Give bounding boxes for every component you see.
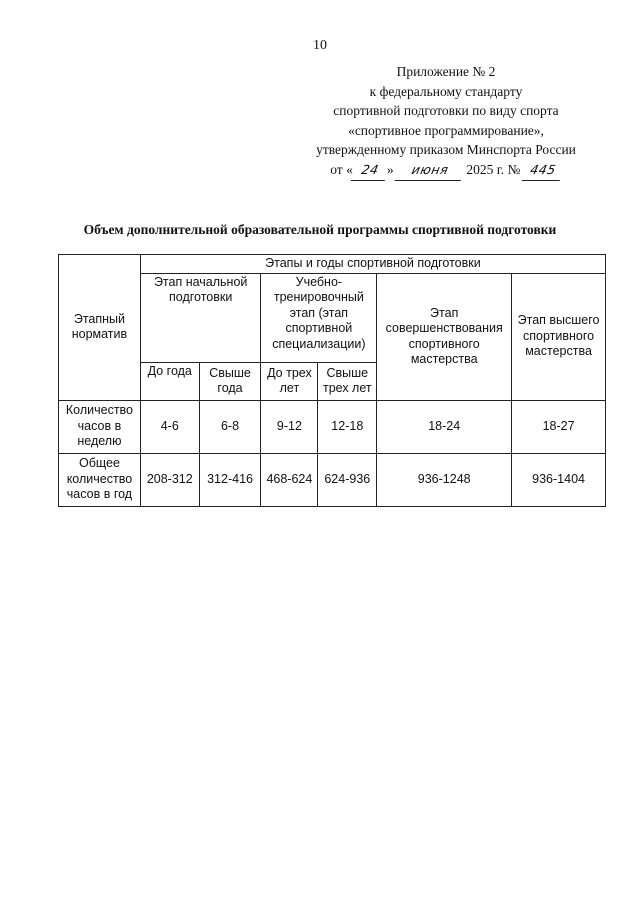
table-cell: 4-6 — [140, 400, 199, 453]
corner-header: Этапный норматив — [59, 255, 141, 401]
handwritten-month: июня — [395, 160, 465, 181]
row-label: Общее количество часов в год — [59, 453, 141, 506]
subheader-initial-2: Свыше года — [199, 362, 261, 400]
page-number: 10 — [313, 38, 327, 53]
appendix-line-2: к федеральному стандарту — [369, 83, 523, 99]
appendix-block — [286, 62, 606, 180]
table-cell: 18-27 — [512, 400, 606, 453]
table-cell: 6-8 — [199, 400, 261, 453]
table-cell: 12-18 — [318, 400, 377, 453]
table-cell: 936-1248 — [377, 453, 512, 506]
stage-initial-header: Этап начальной подготовки — [140, 273, 261, 362]
subheader-training-2: Свыше трех лет — [318, 362, 377, 400]
appendix-date-line — [286, 160, 606, 181]
table-cell: 9-12 — [261, 400, 318, 453]
appendix-line-4: «спортивное программирование», — [348, 122, 544, 138]
subheader-initial-1: До года — [140, 362, 199, 400]
date-mid: » — [386, 161, 394, 177]
table-cell: 312-416 — [199, 453, 261, 506]
program-volume-table — [58, 254, 606, 507]
appendix-line-3: спортивной подготовки по виду спорта — [333, 103, 559, 118]
handwritten-day: 24 — [351, 160, 389, 181]
table-cell: 624-936 — [318, 453, 377, 506]
table-cell: 936-1404 — [512, 453, 606, 506]
table-cell: 18-24 — [377, 400, 512, 453]
appendix-line-1: Приложение № 2 — [396, 64, 496, 79]
date-prefix: от « — [330, 161, 353, 177]
group-header: Этапы и годы спортивной подготовки — [140, 255, 605, 274]
stage-training-header: Учебно-тренировочный этап (этап спортивной специализации) — [261, 273, 377, 362]
table-row — [59, 400, 606, 453]
stage-perfection-header: Этап совершенствования спортивного мастерства — [377, 273, 512, 400]
table-cell: 468-624 — [261, 453, 318, 506]
stage-highest-header: Этап высшего спортивного мастерства — [512, 273, 606, 400]
handwritten-order-number: 445 — [522, 160, 564, 181]
table-cell: 208-312 — [140, 453, 199, 506]
date-year: 2025 г. № — [466, 161, 521, 177]
subheader-training-1: До трех лет — [261, 362, 318, 400]
row-label: Количество часов в неделю — [59, 400, 141, 453]
document-title: Объем дополнительной образовательной программы спортивной подготовки — [83, 222, 557, 237]
appendix-line-5: утвержденному приказом Минспорта России — [316, 142, 576, 157]
table-row — [59, 453, 606, 506]
